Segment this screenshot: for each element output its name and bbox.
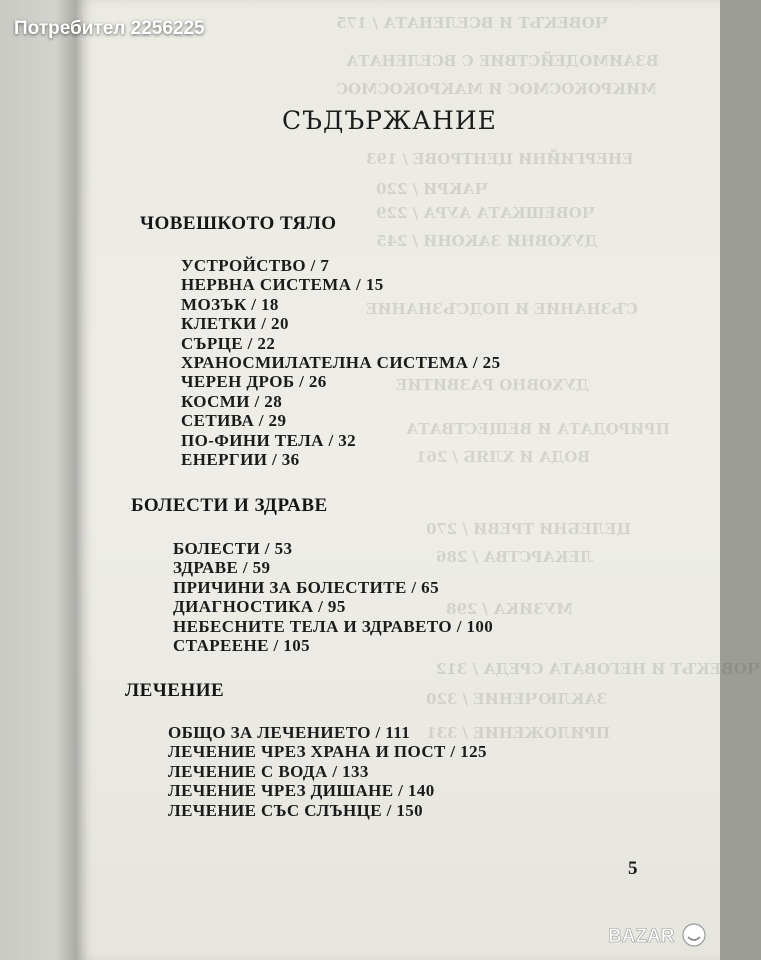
toc-entry: СТАРЕЕНЕ / 105 <box>173 635 310 655</box>
smile-icon <box>683 924 705 946</box>
page-title: СЪДЪРЖАНИЕ <box>282 106 497 135</box>
toc-entry: ДИАГНОСТИКА / 95 <box>173 597 346 617</box>
toc-entry: ОБЩО ЗА ЛЕЧЕНИЕТО / 111 <box>168 723 411 742</box>
adjacent-page-edge <box>0 0 78 960</box>
toc-entry: ЛЕЧЕНИЕ ЧРЕЗ ХРАНА И ПОСТ / 125 <box>168 742 487 762</box>
toc-entry: СЕТИВА / 29 <box>181 411 287 431</box>
toc-entry: БОЛЕСТИ / 53 <box>173 539 293 558</box>
page-number: 5 <box>628 858 638 879</box>
toc-entry: СЪРЦЕ / 22 <box>181 333 276 353</box>
section-entries-disease-health <box>173 539 493 655</box>
section-heading-disease-health: БОЛЕСТИ И ЗДРАВЕ <box>131 495 328 516</box>
toc-entry: ПО-ФИНИ ТЕЛА / 32 <box>181 430 357 450</box>
toc-entry: УСТРОЙСТВО / 7 <box>181 256 330 275</box>
toc-entry: КОСМИ / 28 <box>181 391 283 411</box>
toc-entry: МОЗЪК / 18 <box>181 294 279 314</box>
section-entries-human-body <box>181 256 500 469</box>
toc-entry: ЛЕЧЕНИЕ СЪС СЛЪНЦЕ / 150 <box>168 800 424 820</box>
seller-watermark: Потребител 2256225 <box>14 18 205 39</box>
toc-entry: КЛЕТКИ / 20 <box>181 314 289 334</box>
toc-entry: ЗДРАВЕ / 59 <box>173 558 271 578</box>
bazar-logo-text: BAZAR <box>608 926 675 947</box>
bazar-logo <box>606 918 710 952</box>
section-heading-human-body: ЧОВЕШКОТО ТЯЛО <box>140 213 337 234</box>
toc-entry: ЕНЕРГИИ / 36 <box>181 449 300 469</box>
toc-entry: ЛЕЧЕНИЕ ЧРЕЗ ДИШАНЕ / 140 <box>168 781 435 801</box>
toc-entry: ПРИЧИНИ ЗА БОЛЕСТИТЕ / 65 <box>173 577 439 597</box>
toc-entry: ЧЕРЕН ДРОБ / 26 <box>181 372 327 392</box>
section-heading-treatment: ЛЕЧЕНИЕ <box>125 680 225 701</box>
toc-entry: ХРАНОСМИЛАТЕЛНА СИСТЕМА / 25 <box>181 352 501 372</box>
section-entries-treatment <box>168 723 487 820</box>
show-through-text: ЧОВЕКЪТ И ВСЕЛЕНАТА / 175 ВЗАИМОДЕЙСТВИЕ С ВСЕЛЕНАТА МИКРОКОСМОС И МАКРОКОСМОС ЕНЕРГИЙНИ ЦЕНТРОВЕ / 193 ЧАКРИ / 220 ЧОВЕШКАТА АУРА / 229 ДУХОВНИ ЗАКОНИ / 245 СЪЗНАНИЕ И ПОДСЪЗНАНИЕ ДУХОВНО РАЗВИТИЕ ПРИРОДАТА И ВЕЩЕСТВАТА ВОДА И ХЛЯБ / 261 ЦЕЛЕБНИ ТРЕВИ / 270 ЛЕКАРСТВА / 286 МУЗИКА / 298 ЧОВЕКЪТ И НЕГОВАТА СРЕДА / 312 ЗАКЛЮЧЕНИЕ / 320 ПРИЛОЖЕНИЕ / 331 <box>336 14 761 742</box>
toc-entry: НЕРВНА СИСТЕМА / 15 <box>181 275 384 295</box>
toc-entry: НЕБЕСНИТЕ ТЕЛА И ЗДРАВЕТО / 100 <box>173 616 494 636</box>
toc-entry: ЛЕЧЕНИЕ С ВОДА / 133 <box>168 761 369 781</box>
